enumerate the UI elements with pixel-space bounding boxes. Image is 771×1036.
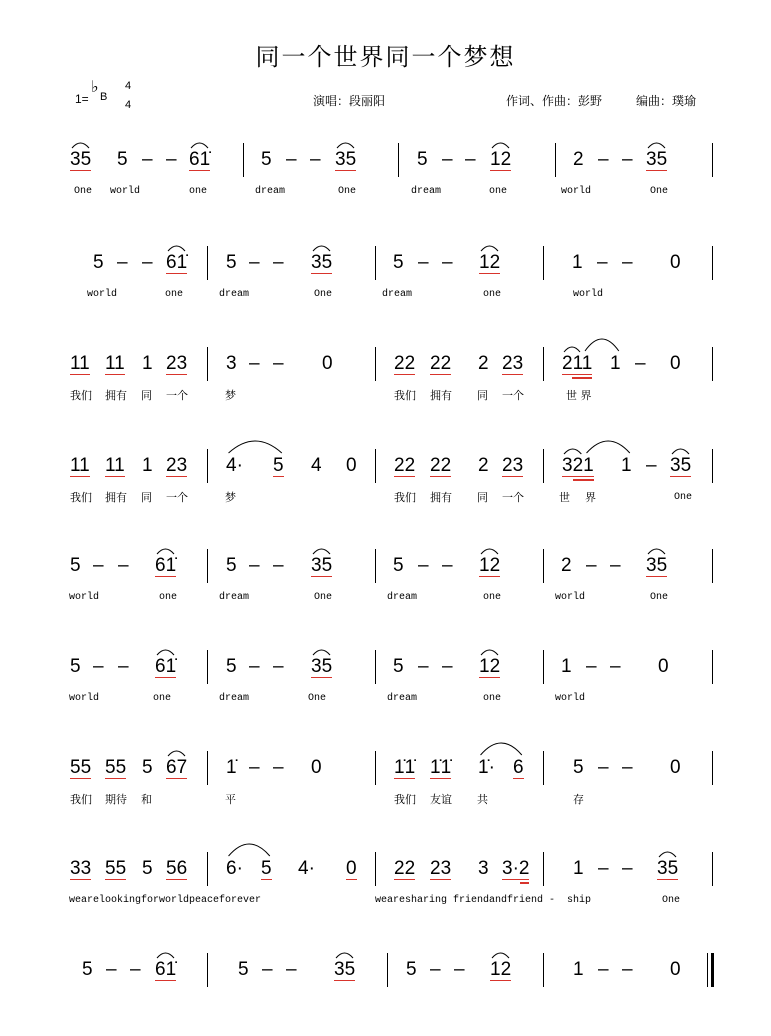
note: 1 xyxy=(573,959,584,980)
lyric: 共 xyxy=(477,793,488,806)
lyric: 梦 xyxy=(225,389,236,402)
double-underline xyxy=(520,882,529,884)
note: 61̇ xyxy=(155,656,177,677)
barline xyxy=(207,246,208,280)
note: 5 xyxy=(393,656,404,677)
note: 35 xyxy=(670,455,692,476)
lyric: One xyxy=(74,186,93,197)
barline xyxy=(543,347,544,381)
note: 5 xyxy=(70,656,81,677)
final-barline-thick xyxy=(711,953,714,987)
note: 61̇ xyxy=(155,555,177,576)
barline xyxy=(555,143,556,177)
note: 35 xyxy=(311,252,333,273)
lyric: dream xyxy=(255,186,286,197)
note: 2 xyxy=(478,455,489,476)
note: 3 xyxy=(478,858,489,879)
barline xyxy=(712,246,713,280)
lyric: one xyxy=(153,693,172,704)
slur xyxy=(168,751,185,756)
lyric: 拥有 xyxy=(430,491,452,504)
note: 4 xyxy=(311,455,322,476)
slur xyxy=(337,143,354,148)
lyric: 拥有 xyxy=(430,389,452,402)
lyric: one xyxy=(165,289,184,300)
note: 22 xyxy=(394,353,416,374)
duration-dash: – xyxy=(106,959,117,980)
note: 1 xyxy=(142,353,153,374)
lyric: 平 xyxy=(225,793,236,806)
note: 211 xyxy=(562,353,593,374)
duration-dash: – xyxy=(249,555,260,576)
lyric: 同 xyxy=(141,389,152,402)
slur xyxy=(191,143,208,148)
duration-dash: – xyxy=(142,252,153,273)
singer-credit: 演唱：段丽阳 xyxy=(313,94,386,108)
duration-dash: – xyxy=(622,252,633,273)
duration-dash: – xyxy=(166,149,177,170)
lyric: 梦 xyxy=(225,491,236,504)
lyric: dream xyxy=(219,289,250,300)
lyric: 同 xyxy=(141,491,152,504)
note: 35 xyxy=(646,555,668,576)
slur xyxy=(313,549,330,554)
note: 3·2 xyxy=(502,858,530,879)
lyric: one xyxy=(159,592,178,603)
barline xyxy=(543,852,544,886)
duration-dash: – xyxy=(118,656,129,677)
note: 1 xyxy=(610,353,621,374)
lyric: one xyxy=(483,592,502,603)
lyric: 期待 xyxy=(105,793,127,806)
note: 1 xyxy=(142,455,153,476)
note: 23 xyxy=(430,858,452,879)
tie xyxy=(587,441,630,453)
note: 11 xyxy=(105,455,125,476)
note: 23 xyxy=(502,455,524,476)
note: 5 xyxy=(261,149,272,170)
song-title: 同一个世界同一个梦想 xyxy=(255,43,516,71)
note: 55 xyxy=(105,858,127,879)
time-signature-top: 4 xyxy=(125,80,132,92)
duration-dash: – xyxy=(586,555,597,576)
note: 56 xyxy=(166,858,188,879)
lyric: world xyxy=(87,289,118,300)
note: 11 xyxy=(105,353,125,374)
duration-dash: – xyxy=(598,149,609,170)
barline xyxy=(712,549,713,583)
duration-dash: – xyxy=(273,252,284,273)
lyric: 一个 xyxy=(502,491,524,504)
lyric: 我们 xyxy=(394,389,416,402)
lyricist-composer-credit: 作词、作曲：彭野 xyxy=(506,94,603,108)
duration-dash: – xyxy=(273,353,284,374)
slur xyxy=(72,143,89,148)
duration-dash: – xyxy=(142,149,153,170)
note: 1 xyxy=(621,455,632,476)
duration-dash: – xyxy=(622,149,633,170)
lyric: dream xyxy=(387,693,418,704)
barline xyxy=(398,143,399,177)
note: 35 xyxy=(646,149,668,170)
note: 23 xyxy=(166,353,188,374)
tie xyxy=(229,441,282,453)
lyric: 一个 xyxy=(166,389,188,402)
note: 5 xyxy=(406,959,417,980)
duration-dash: – xyxy=(118,555,129,576)
lyric: One xyxy=(308,693,327,704)
slur xyxy=(492,143,509,148)
lyric: 世 xyxy=(559,491,570,504)
duration-dash: – xyxy=(610,656,621,677)
barline xyxy=(375,347,376,381)
note: 12 xyxy=(479,252,501,273)
lyric: 和 xyxy=(141,793,152,806)
lyric: One xyxy=(314,592,333,603)
barline xyxy=(543,549,544,583)
note: 55 xyxy=(70,757,92,778)
note: 22 xyxy=(394,455,416,476)
slur xyxy=(659,852,676,857)
note: 11 xyxy=(70,455,90,476)
duration-dash: – xyxy=(249,656,260,677)
barline xyxy=(712,347,713,381)
slur xyxy=(648,143,665,148)
slur xyxy=(648,549,665,554)
duration-dash: – xyxy=(598,757,609,778)
note: 35 xyxy=(334,959,356,980)
tie xyxy=(229,844,270,856)
lyric: 一个 xyxy=(166,491,188,504)
duration-dash: – xyxy=(622,757,633,778)
note: 23 xyxy=(502,353,524,374)
duration-dash: – xyxy=(249,252,260,273)
duration-dash: – xyxy=(262,959,273,980)
note: 12 xyxy=(490,149,512,170)
note: 3 xyxy=(226,353,237,374)
slur xyxy=(481,246,498,251)
duration-dash: – xyxy=(598,858,609,879)
note: 35 xyxy=(335,149,357,170)
slur xyxy=(336,953,353,958)
note: 5 xyxy=(142,858,153,879)
arranger-credit: 编曲：璞瑜 xyxy=(636,94,697,108)
note: 61̇ xyxy=(189,149,211,170)
barline xyxy=(543,650,544,684)
duration-dash: – xyxy=(586,656,597,677)
note: 35 xyxy=(657,858,679,879)
lyric: one xyxy=(189,186,208,197)
duration-dash: – xyxy=(249,353,260,374)
duration-dash: – xyxy=(597,252,608,273)
tie xyxy=(585,339,619,351)
barline xyxy=(375,852,376,886)
barline xyxy=(712,751,713,785)
note: 1 xyxy=(572,252,583,273)
duration-dash: – xyxy=(430,959,441,980)
duration-dash: – xyxy=(117,252,128,273)
flat-sign: ♭ xyxy=(91,77,99,96)
note: 33 xyxy=(70,858,92,879)
lyric: One xyxy=(650,186,669,197)
lyric: world xyxy=(69,693,100,704)
duration-dash: – xyxy=(635,353,646,374)
barline xyxy=(207,347,208,381)
duration-dash: – xyxy=(442,656,453,677)
barline xyxy=(387,953,388,987)
lyric: dream xyxy=(382,289,413,300)
slur xyxy=(564,449,581,454)
note: 2 xyxy=(478,353,489,374)
slur xyxy=(313,246,330,251)
note: 67 xyxy=(166,757,188,778)
duration-dash: – xyxy=(465,149,476,170)
double-underline xyxy=(572,377,592,379)
note: 5 xyxy=(226,656,237,677)
lyric: one xyxy=(483,289,502,300)
note: 5 xyxy=(573,757,584,778)
duration-dash: – xyxy=(442,149,453,170)
barline xyxy=(712,449,713,483)
duration-dash: – xyxy=(622,959,633,980)
duration-dash: – xyxy=(130,959,141,980)
rest: 0 xyxy=(322,353,333,374)
lyric: one xyxy=(483,693,502,704)
lyric: 我们 xyxy=(394,491,416,504)
slur xyxy=(672,449,689,454)
note: 5 xyxy=(393,555,404,576)
lyric: world xyxy=(555,592,586,603)
note: 61̇ xyxy=(155,959,177,980)
duration-dash: – xyxy=(418,656,429,677)
slur xyxy=(564,347,580,352)
note: 5 xyxy=(82,959,93,980)
barline xyxy=(375,449,376,483)
slur xyxy=(168,246,185,251)
note: 1̇1̇ xyxy=(430,757,452,778)
duration-dash: – xyxy=(273,555,284,576)
duration-dash: – xyxy=(418,252,429,273)
lyric: world xyxy=(573,289,604,300)
lyric: dream xyxy=(219,592,250,603)
lyric: world xyxy=(69,592,100,603)
slur xyxy=(157,650,174,655)
duration-dash: – xyxy=(93,656,104,677)
lyric: 拥有 xyxy=(105,389,127,402)
barline xyxy=(375,549,376,583)
note: 5 xyxy=(393,252,404,273)
note: 5 xyxy=(273,455,284,476)
note: 1̇1̇ xyxy=(394,757,416,778)
note: 23 xyxy=(166,455,188,476)
lyric: 友谊 xyxy=(430,793,452,806)
note: 5 xyxy=(417,149,428,170)
note: 61̇ xyxy=(166,252,188,273)
note: 35 xyxy=(70,149,92,170)
note: 35 xyxy=(311,656,333,677)
lyric: 我们 xyxy=(394,793,416,806)
lyric: One xyxy=(314,289,333,300)
tie xyxy=(481,743,522,755)
note: 55 xyxy=(105,757,127,778)
duration-dash: – xyxy=(418,555,429,576)
slur xyxy=(481,549,498,554)
lyric: wearesharing friendandfriend - xyxy=(375,895,556,906)
note: 1 xyxy=(573,858,584,879)
note: 12 xyxy=(479,656,501,677)
rest: 0 xyxy=(311,757,322,778)
note: 12 xyxy=(490,959,512,980)
note: 5 xyxy=(70,555,81,576)
lyric: One xyxy=(674,492,693,503)
slur xyxy=(313,650,330,655)
barline xyxy=(207,650,208,684)
rest: 0 xyxy=(670,757,681,778)
lyric: 一个 xyxy=(502,389,524,402)
slur xyxy=(481,650,498,655)
duration-dash: – xyxy=(646,455,657,476)
lyric: 同 xyxy=(477,389,488,402)
duration-dash: – xyxy=(286,959,297,980)
note: 35 xyxy=(311,555,333,576)
note: 22 xyxy=(430,455,452,476)
note: 1 xyxy=(561,656,572,677)
barline xyxy=(712,852,713,886)
barline xyxy=(543,751,544,785)
duration-dash: – xyxy=(93,555,104,576)
duration-dash: – xyxy=(442,555,453,576)
barline xyxy=(543,449,544,483)
duration-dash: – xyxy=(310,149,321,170)
rest: 0 xyxy=(670,252,681,273)
barline xyxy=(375,650,376,684)
time-signature-bottom: 4 xyxy=(125,99,132,111)
barline xyxy=(375,751,376,785)
slur xyxy=(157,549,174,554)
note: 22 xyxy=(430,353,452,374)
rest: 0 xyxy=(346,455,357,476)
barline xyxy=(712,650,713,684)
note: 4· xyxy=(226,455,243,476)
note: 12 xyxy=(479,555,501,576)
barline xyxy=(207,751,208,785)
note: 5 xyxy=(117,149,128,170)
note: 11 xyxy=(70,353,90,374)
barline xyxy=(712,143,713,177)
lyric: wearelookingforworldpeaceforever xyxy=(69,895,262,906)
note: 22 xyxy=(394,858,416,879)
duration-dash: – xyxy=(622,858,633,879)
barline xyxy=(707,953,708,987)
duration-dash: – xyxy=(454,959,465,980)
lyric: ship xyxy=(567,895,592,906)
note: 4· xyxy=(298,858,315,879)
note: 5 xyxy=(142,757,153,778)
lyric: dream xyxy=(411,186,442,197)
note: 6 xyxy=(513,757,524,778)
lyric: 我们 xyxy=(70,389,92,402)
note: 5 xyxy=(238,959,249,980)
duration-dash: – xyxy=(249,757,260,778)
lyric: One xyxy=(662,895,681,906)
note: 2 xyxy=(573,149,584,170)
note: 5 xyxy=(226,252,237,273)
note: 6· xyxy=(226,858,243,879)
slur xyxy=(492,953,509,958)
barline xyxy=(543,953,544,987)
lyric: one xyxy=(489,186,508,197)
lyric: 存 xyxy=(573,793,584,806)
barline xyxy=(207,953,208,987)
lyric: world xyxy=(555,693,586,704)
note: 2 xyxy=(561,555,572,576)
rest: 0 xyxy=(670,959,681,980)
lyric: 同 xyxy=(477,491,488,504)
note: 5 xyxy=(93,252,104,273)
duration-dash: – xyxy=(442,252,453,273)
note: 5 xyxy=(261,858,272,879)
key-signature-prefix: 1= xyxy=(75,92,89,106)
barline xyxy=(543,246,544,280)
lyric: One xyxy=(650,592,669,603)
rest: 0 xyxy=(658,656,669,677)
barline xyxy=(207,549,208,583)
lyric: 我们 xyxy=(70,491,92,504)
duration-dash: – xyxy=(273,656,284,677)
barline xyxy=(207,852,208,886)
key-note: B xyxy=(100,91,108,103)
lyric: One xyxy=(338,186,357,197)
barline xyxy=(375,246,376,280)
lyric: 我们 xyxy=(70,793,92,806)
duration-dash: – xyxy=(598,959,609,980)
note: 1̇ xyxy=(226,757,237,778)
lyric: world xyxy=(110,186,141,197)
duration-dash: – xyxy=(273,757,284,778)
slur xyxy=(157,953,174,958)
duration-dash: – xyxy=(286,149,297,170)
barline xyxy=(243,143,244,177)
double-underline xyxy=(573,479,594,481)
barline xyxy=(207,449,208,483)
note: 321 xyxy=(562,455,594,476)
duration-dash: – xyxy=(610,555,621,576)
rest: 0 xyxy=(670,353,681,374)
lyric: 拥有 xyxy=(105,491,127,504)
lyric: 界 xyxy=(585,491,596,504)
lyric: world xyxy=(561,186,592,197)
note: 1̇· xyxy=(478,757,495,778)
lyric: 世 界 xyxy=(566,389,592,402)
lyric: dream xyxy=(387,592,418,603)
note: 5 xyxy=(226,555,237,576)
lyric: dream xyxy=(219,693,250,704)
rest: 0 xyxy=(346,858,357,879)
